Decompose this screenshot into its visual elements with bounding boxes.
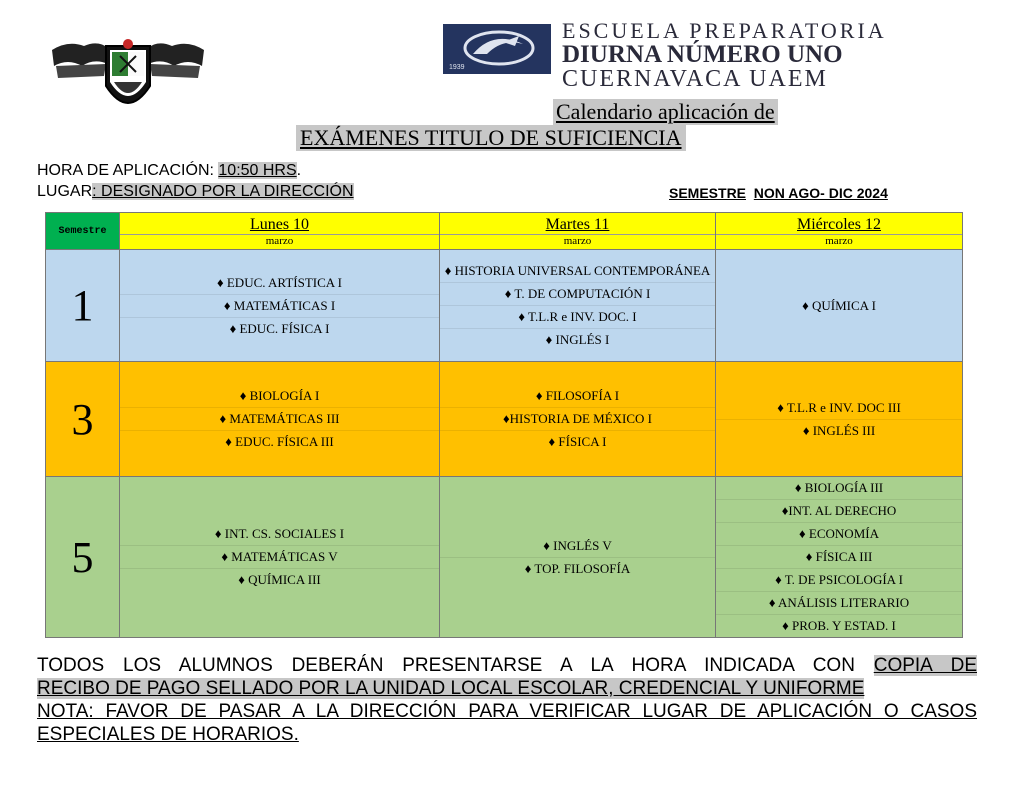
hora-aplicacion (37, 162, 301, 180)
subject-item: ♦ INGLÉS III (802, 422, 876, 438)
hora-value: 10:50 HRS (218, 162, 297, 179)
subject-item: ♦ T. DE PSICOLOGÍA I (716, 569, 962, 592)
subject-item: ♦ MATEMÁTICAS III (120, 408, 439, 431)
notice-highlight-line2: RECIBO DE PAGO SELLADO POR LA UNIDAD LOCAL ESCOLAR, CREDENCIAL Y UNIFORME (37, 678, 865, 699)
subject-item: ♦ ECONOMÍA (716, 523, 962, 546)
subjects-cell (120, 477, 440, 638)
footer-notice (37, 654, 977, 746)
table-header-row (46, 213, 963, 250)
subject-item: ♦ FÍSICA III (716, 546, 962, 569)
emblem-year: 1939 (449, 64, 465, 71)
subject-item: ♦HISTORIA DE MÉXICO I (440, 408, 715, 431)
day-name: Lunes 10 (249, 215, 310, 233)
subject-item: ♦ EDUC. FÍSICA I (229, 320, 330, 336)
notice-highlight: COPIA DE (873, 655, 977, 676)
subject-item: ♦ QUÍMICA I (802, 297, 876, 313)
day-header-lunes (120, 213, 440, 250)
subject-item: ♦ INGLÉS I (545, 332, 610, 347)
subject-item: ♦ HISTORIA UNIVERSAL CONTEMPORÁNEA (440, 260, 715, 283)
subjects-cell (716, 250, 963, 362)
hora-end: . (296, 162, 302, 179)
subject-item: ♦ INGLÉS V (440, 535, 715, 558)
semestre-label: SEMESTRE (669, 185, 747, 201)
semestre-info (669, 185, 888, 201)
notice-line1 (37, 654, 977, 677)
subjects-cell (120, 250, 440, 362)
subject-item: ♦ INT. CS. SOCIALES I (120, 523, 439, 546)
subjects-cell (716, 477, 963, 638)
semester-number: 5 (46, 477, 120, 638)
notice-text: TODOS LOS ALUMNOS DEBERÁN PRESENTARSE A LA HORA INDICADA CON (37, 655, 874, 676)
subject-item: ♦ BIOLOGÍA III (716, 477, 962, 500)
school-emblem-logo (443, 24, 551, 74)
subject-item: ♦ MATEMÁTICAS V (120, 546, 439, 569)
subject-item: ♦ ANÁLISIS LITERARIO (716, 592, 962, 615)
nota-text: NOTA: FAVOR DE PASAR A LA DIRECCIÓN PARA VERIFICAR LUGAR DE APLICACIÓN O CASOS ESPECIALES DE HORARIOS. (37, 701, 977, 745)
subject-item: ♦INT. AL DERECHO (716, 500, 962, 523)
subject-item: ♦ QUÍMICA III (238, 572, 321, 587)
hora-label: HORA DE APLICACIÓN (37, 162, 210, 179)
subjects-cell (716, 362, 963, 477)
subject-item: ♦ TOP. FILOSOFÍA (524, 560, 631, 576)
semester-number: 1 (46, 250, 120, 362)
day-month: marzo (716, 234, 962, 247)
semestre-value: NON AGO- DIC 2024 (753, 185, 888, 201)
day-name: Martes 11 (545, 215, 610, 233)
school-name-line3: CUERNAVACA UAEM (562, 66, 828, 92)
subject-item: ♦ FÍSICA I (548, 434, 607, 449)
day-header-miercoles (716, 213, 963, 250)
exam-schedule-table (45, 212, 963, 638)
subjects-cell (120, 362, 440, 477)
notice-line2 (37, 677, 977, 700)
subject-item: ♦ BIOLOGÍA I (120, 385, 439, 408)
hora-separator: : (209, 162, 219, 179)
uaem-crest-logo (48, 36, 208, 120)
table-row-semestre-5 (46, 477, 963, 638)
subject-item: ♦ EDUC. FÍSICA III (225, 434, 334, 449)
day-name: Miércoles 12 (797, 215, 881, 233)
subject-item: ♦ EDUC. ARTÍSTICA I (120, 272, 439, 295)
subject-item: ♦ MATEMÁTICAS I (120, 295, 439, 318)
day-month: marzo (120, 234, 439, 247)
semester-number: 3 (46, 362, 120, 477)
lugar-value: : DESIGNADO POR LA DIRECCIÓN (92, 183, 354, 200)
school-name-line2: DIURNA NÚMERO UNO (562, 41, 843, 68)
semestre-header: Semestre (46, 213, 120, 250)
subjects-cell (440, 362, 716, 477)
subject-item: ♦ T. DE COMPUTACIÓN I (440, 283, 715, 306)
lugar-label: LUGAR (37, 183, 93, 200)
table-row-semestre-1 (46, 250, 963, 362)
subject-item: ♦ FILOSOFÍA I (440, 385, 715, 408)
subjects-cell (440, 477, 716, 638)
day-month: marzo (440, 234, 715, 247)
subject-item: ♦ PROB. Y ESTAD. I (782, 618, 896, 633)
subject-item: ♦ T.L.R e INV. DOC. I (440, 306, 715, 329)
lugar-aplicacion (37, 183, 354, 201)
school-name (562, 20, 962, 91)
subject-item: ♦ T.L.R e INV. DOC III (716, 397, 962, 420)
document-title-line1: Calendario aplicación de (553, 99, 778, 125)
school-name-line1: ESCUELA PREPARATORIA (562, 18, 887, 43)
document-title-line2: EXÁMENES TITULO DE SUFICIENCIA (296, 125, 686, 151)
subjects-cell (440, 250, 716, 362)
day-header-martes (440, 213, 716, 250)
table-row-semestre-3 (46, 362, 963, 477)
